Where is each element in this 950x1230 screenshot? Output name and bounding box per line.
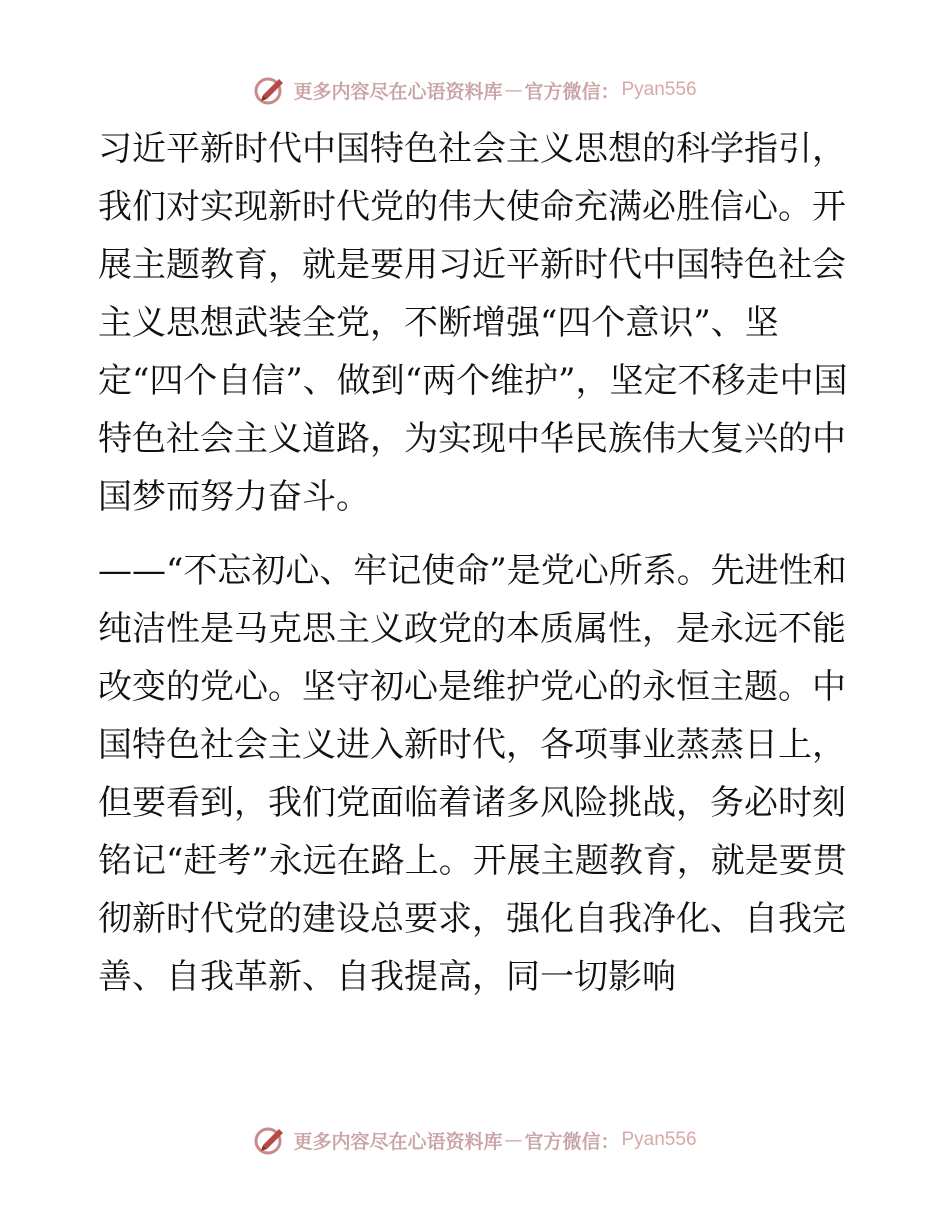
pen-logo-icon xyxy=(253,1123,287,1157)
footer-watermark xyxy=(0,1120,950,1160)
header-wechat-id: Pyan556 xyxy=(621,79,697,100)
header-separator: — xyxy=(504,79,523,101)
footer-separator: — xyxy=(504,1129,523,1151)
header-brand-text: 更多内容尽在心语资料库 xyxy=(293,80,503,103)
body-paragraph-2: ——“不忘初心、牢记使命”是党心所系。先进性和纯洁性是马克思主义政党的本质属性，是永远不能改变的党心。坚守初心是维护党心的永恒主题。中国特色社会主义进入新时代，各项事业蒸蒸日上，但要看到，我们党面临着诸多风险挑战，务必时刻铭记“赶考”永远在路上。开展主题教育，就是要贯彻新时代党的建设总要求，强化自我净化、自我完善、自我革新、自我提高，同一切影响 xyxy=(98,551,847,997)
header-watermark xyxy=(0,70,950,110)
document-body xyxy=(98,120,858,1006)
footer-brand-text: 更多内容尽在心语资料库 xyxy=(293,1130,503,1153)
footer-wechat-id: Pyan556 xyxy=(621,1129,697,1150)
body-paragraph-1: 习近平新时代中国特色社会主义思想的科学指引，我们对实现新时代党的伟大使命充满必胜信心。开展主题教育，就是要用习近平新时代中国特色社会主义思想武装全党，不断增强“四个意识”、坚定“四个自信”、做到“两个维护”，坚定不移走中国特色社会主义道路，为实现中华民族伟大复兴的中国梦而努力奋斗。 xyxy=(98,129,848,517)
footer-wechat-label: 官方微信： xyxy=(524,1130,620,1153)
header-wechat-label: 官方微信： xyxy=(524,80,620,103)
pen-logo-icon xyxy=(253,73,287,107)
